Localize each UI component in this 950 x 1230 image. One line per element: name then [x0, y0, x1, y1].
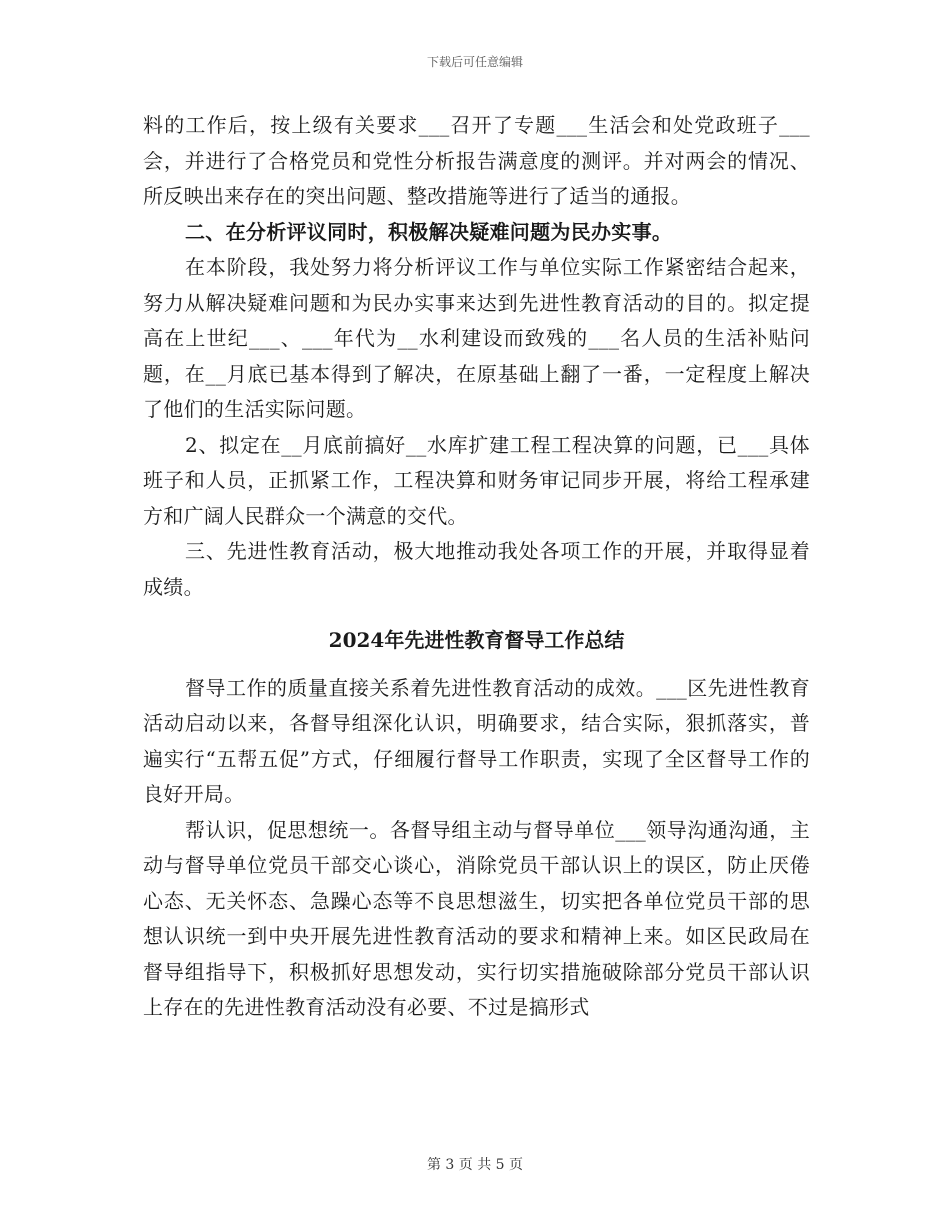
- page-number: 第 3 页 共 5 页: [426, 1157, 524, 1173]
- section-heading-two: 二、在分析评议同时，积极解决疑难问题为民办实事。: [185, 219, 673, 244]
- page-header: 下载后可任意编辑: [426, 55, 523, 69]
- document-title: 2024年先进性教育督导工作总结: [328, 628, 625, 652]
- paragraph-recognition: 帮认识，促思想统一。各督导组主动与督导单位___领导沟通沟通，主动与督导单位党员干部交心谈心，消除党员干部认识上的误区，防止厌倦心态、无关怀态、急躁心态等不良思想滋生，切实把各单位党员干部的思想认识统一到中央开展先进性教育活动的要求和精神上来。如区民政局在督导组指导下，积极抓好思想发动，实行切实措施破除部分党员干部认识上存在的先进性教育活动没有必要、不过是搞形式: [143, 817, 810, 1019]
- document-body: [143, 108, 810, 1026]
- spacer: [143, 605, 810, 623]
- paragraph-item-two: 2、拟定在__月底前搞好__水库扩建工程工程决算的问题，已___具体班子和人员，正抓紧工作，工程决算和财务审记同步开展，将给工程承建方和广阔人民群众一个满意的交代。: [143, 432, 810, 528]
- paragraph-intro: 督导工作的质量直接关系着先进性教育活动的成效。___区先进性教育活动启动以来，各督导组深化认识，明确要求，结合实际，狠抓落实，普遍实行“五帮五促”方式，仔细履行督导工作职责，实现了全区督导工作的良好开局。: [143, 675, 810, 806]
- paragraph-analysis: 在本阶段，我处努力将分析评议工作与单位实际工作紧密结合起来，努力从解决疑难问题和为民办实事来达到先进性教育活动的目的。拟定提高在上世纪___、___年代为__水利建设而致残的___名人员的生活补贴问题，在__月底已基本得到了解决，在原基础上翻了一番，一定程度上解决了他们的生活实际问题。: [143, 255, 810, 421]
- paragraph-continuation: 料的工作后，按上级有关要求___召开了专题___生活会和处党政班子___会，并进行了合格党员和党性分析报告满意度的测评。并对两会的情况、所反映出来存在的突出问题、整改措施等进行了适当的通报。: [143, 113, 810, 208]
- paragraph-section-three: 三、先进性教育活动，极大地推动我处各项工作的开展，并取得显着成绩。: [143, 539, 810, 599]
- spacer: [143, 659, 810, 671]
